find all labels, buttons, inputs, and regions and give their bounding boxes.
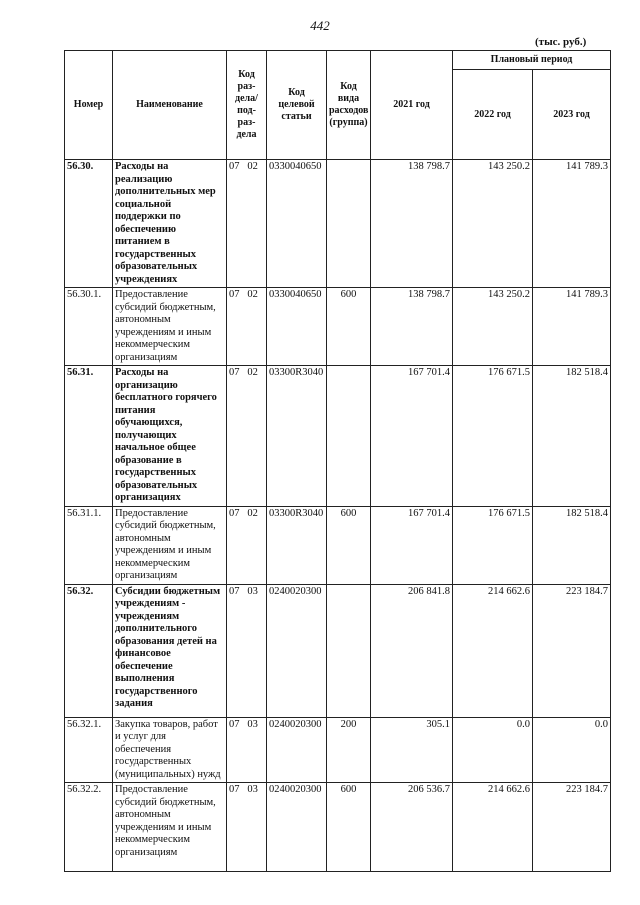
- header-2023: 2023 год: [533, 70, 611, 160]
- row-target: 0240020300: [267, 783, 327, 872]
- row-2023: 182 518.4: [533, 506, 611, 584]
- row-expense-type: [327, 160, 371, 288]
- header-2022: 2022 год: [453, 70, 533, 160]
- razdel: 07: [229, 718, 240, 730]
- razdel: 07: [229, 507, 240, 519]
- units-label: (тыс. руб.): [535, 36, 587, 48]
- row-target: 03300R3040: [267, 366, 327, 507]
- row-2022: 214 662.6: [453, 584, 533, 717]
- row-number: 56.32.1.: [65, 717, 113, 783]
- row-section: [227, 584, 267, 717]
- header-2021: 2021 год: [371, 51, 453, 160]
- row-2021: 305.1: [371, 717, 453, 783]
- row-target: 03300R3040: [267, 506, 327, 584]
- row-2023: 0.0: [533, 717, 611, 783]
- page-number: 442: [310, 18, 330, 33]
- row-section: [227, 288, 267, 366]
- table-header: [65, 51, 611, 160]
- header-expense-type: Код вида расходов (группа): [327, 51, 371, 160]
- row-2022: 143 250.2: [453, 288, 533, 366]
- table-row: [65, 288, 611, 366]
- row-2021: 167 701.4: [371, 366, 453, 507]
- row-target: 0240020300: [267, 584, 327, 717]
- podrazdel: 03: [247, 585, 258, 597]
- table-row: [65, 717, 611, 783]
- row-name: Субсидии бюджетным учреждениям - учреждениям дополнительного образования детей на финансовое обеспечение выполнения государственного задания: [113, 584, 227, 717]
- row-name: Предоставление субсидий бюджетным, автономным учреждениям и иным некоммерческим организациям: [113, 506, 227, 584]
- row-section: [227, 783, 267, 872]
- header-name: Наименование: [113, 51, 227, 160]
- row-section: [227, 506, 267, 584]
- row-section: [227, 717, 267, 783]
- row-section: [227, 160, 267, 288]
- row-2023: 223 184.7: [533, 584, 611, 717]
- row-2021: 167 701.4: [371, 506, 453, 584]
- row-target: 0330040650: [267, 160, 327, 288]
- podrazdel: 02: [247, 289, 258, 300]
- row-number: 56.30.: [65, 160, 113, 288]
- row-expense-type: 600: [327, 288, 371, 366]
- row-2022: 143 250.2: [453, 160, 533, 288]
- row-expense-type: 600: [327, 783, 371, 872]
- row-name: Предоставление субсидий бюджетным, автономным учреждениям и иным некоммерческим организациям: [113, 783, 227, 872]
- razdel: 07: [229, 585, 240, 597]
- header-target: Код целевой статьи: [267, 51, 327, 160]
- podrazdel: 02: [247, 161, 258, 172]
- row-2023: 141 789.3: [533, 288, 611, 366]
- table-row: [65, 160, 611, 288]
- row-expense-type: [327, 366, 371, 507]
- row-number: 56.31.1.: [65, 506, 113, 584]
- row-2023: 141 789.3: [533, 160, 611, 288]
- row-2021: 138 798.7: [371, 288, 453, 366]
- razdel: 07: [229, 367, 240, 378]
- row-2021: 206 536.7: [371, 783, 453, 872]
- razdel: 07: [229, 784, 240, 795]
- razdel: 07: [229, 289, 240, 300]
- row-target: 0240020300: [267, 717, 327, 783]
- table-row: [65, 366, 611, 507]
- podrazdel: 02: [247, 507, 258, 519]
- row-number: 56.32.: [65, 584, 113, 717]
- row-expense-type: 600: [327, 506, 371, 584]
- row-2021: 206 841.8: [371, 584, 453, 717]
- row-name: Расходы на организацию бесплатного горячего питания обучающихся, получающих начальное общее образование в государственных образовательных организациях: [113, 366, 227, 507]
- table-row: [65, 506, 611, 584]
- table-row: [65, 584, 611, 717]
- row-2022: 176 671.5: [453, 506, 533, 584]
- table-row: [65, 783, 611, 872]
- row-expense-type: [327, 584, 371, 717]
- row-2022: 176 671.5: [453, 366, 533, 507]
- row-name: Расходы на реализацию дополнительных мер социальной поддержки по обеспечению питанием в государственных образовательных учреждениях: [113, 160, 227, 288]
- row-target: 0330040650: [267, 288, 327, 366]
- row-2022: 0.0: [453, 717, 533, 783]
- row-2021: 138 798.7: [371, 160, 453, 288]
- header-number: Номер: [65, 51, 113, 160]
- podrazdel: 03: [247, 784, 258, 795]
- podrazdel: 02: [247, 367, 258, 378]
- header-plan-period: Плановый период: [453, 51, 611, 70]
- row-number: 56.31.: [65, 366, 113, 507]
- header-section: Код раз-дела/ под-раз-дела: [227, 51, 267, 160]
- row-number: 56.32.2.: [65, 783, 113, 872]
- budget-table: [64, 50, 611, 872]
- row-number: 56.30.1.: [65, 288, 113, 366]
- row-2023: 182 518.4: [533, 366, 611, 507]
- row-2023: 223 184.7: [533, 783, 611, 872]
- row-name: Предоставление субсидий бюджетным, автономным учреждениям и иным некоммерческим организациям: [113, 288, 227, 366]
- razdel: 07: [229, 161, 240, 172]
- row-section: [227, 366, 267, 507]
- row-expense-type: 200: [327, 717, 371, 783]
- podrazdel: 03: [247, 718, 258, 730]
- row-2022: 214 662.6: [453, 783, 533, 872]
- row-name: Закупка товаров, работ и услуг для обеспечения государственных (муниципальных) нужд: [113, 717, 227, 783]
